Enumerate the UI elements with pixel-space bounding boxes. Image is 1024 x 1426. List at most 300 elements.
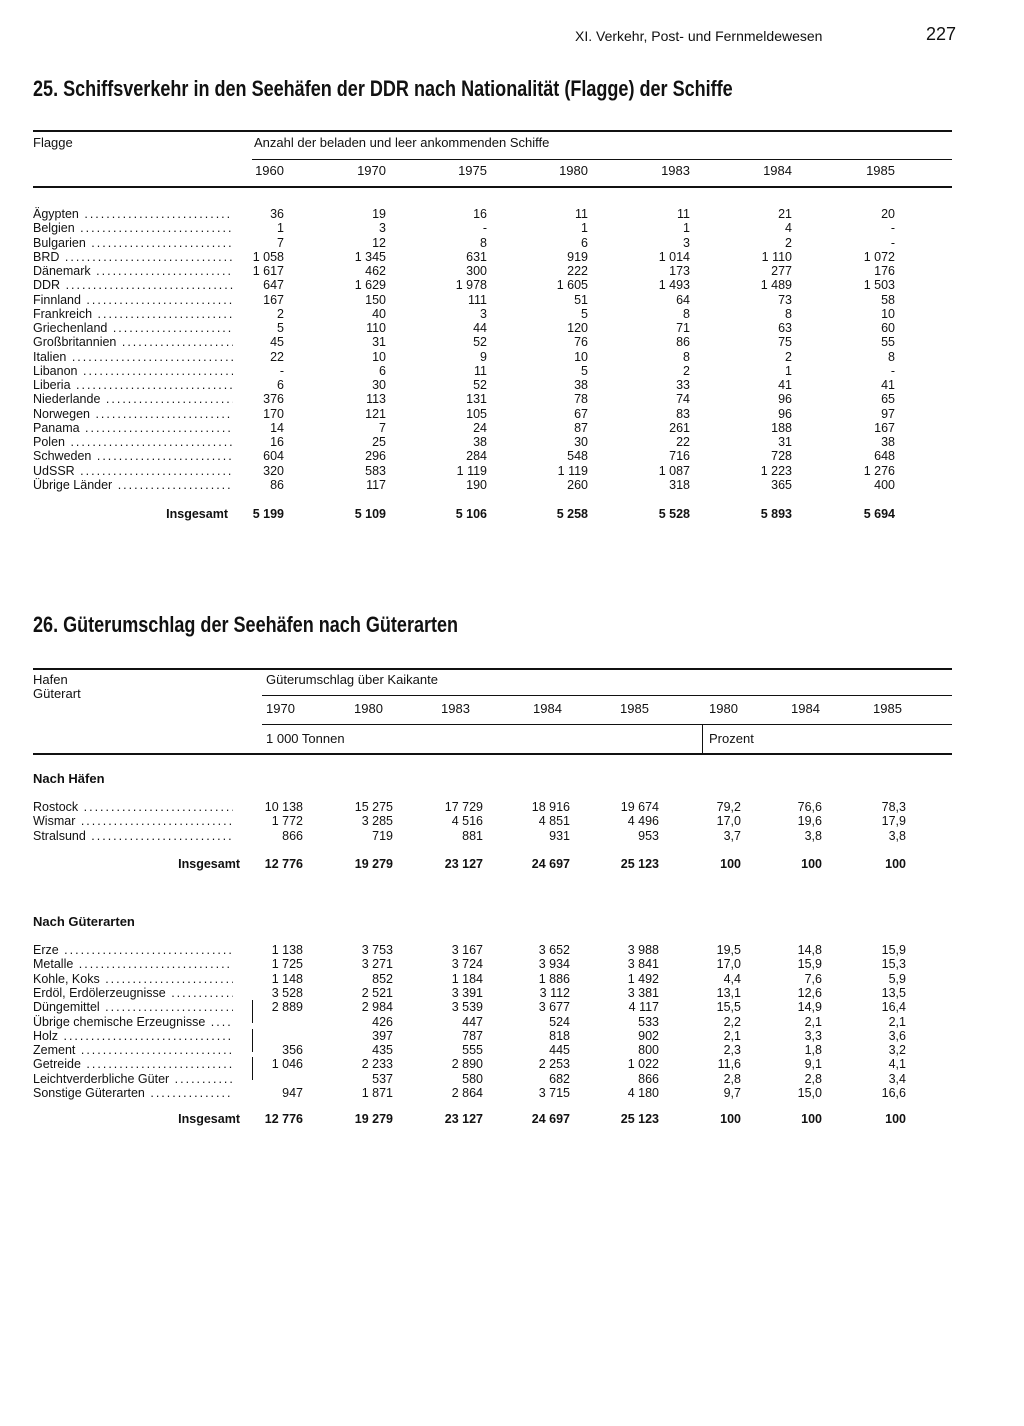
row-label: Übrige Länder ..... (33, 478, 233, 492)
cell-value: 21 (778, 207, 792, 221)
cell-value: 537 (372, 1071, 393, 1086)
total-value: 19 279 (354, 1112, 393, 1126)
cell-value: 682 (549, 1071, 570, 1086)
total-value: 5 199 (252, 507, 284, 521)
cell-value: 16,4 (881, 1000, 906, 1015)
cell-value: 787 (462, 1028, 483, 1043)
cell-value: 44 (473, 321, 487, 335)
total-value: 5 109 (354, 507, 386, 521)
row-label: Erdöl, Erdölerzeugnisse ..... (33, 986, 233, 1000)
table-row (0, 307, 1024, 321)
cell-value: 120 (567, 321, 588, 335)
cell-value: 1 138 (271, 943, 303, 957)
cell-value: 818 (549, 1028, 570, 1043)
total-value: 100 (720, 857, 741, 871)
cell-value: 852 (372, 971, 393, 986)
section-label-ports: Nach Häfen (33, 771, 105, 786)
cell-value: - (890, 221, 895, 236)
cell-value: 376 (263, 392, 284, 407)
cell-value: 20 (881, 207, 895, 221)
cell-value: 111 (467, 292, 487, 307)
cell-value: 167 (874, 420, 895, 435)
cell-value: 2 (785, 349, 792, 364)
cell-value: 38 (473, 435, 487, 449)
cell-value: 1 072 (863, 249, 895, 264)
cell-value: 426 (372, 1014, 393, 1029)
cell-value: 881 (462, 828, 483, 843)
cell-value: 3,6 (888, 1028, 906, 1043)
cell-value: 167 (263, 292, 284, 307)
cell-value: 86 (270, 477, 284, 492)
table-row (0, 1043, 1024, 1057)
cell-value: 3,2 (888, 1043, 906, 1058)
group-brace (252, 1029, 256, 1052)
cell-value: 1 087 (658, 463, 690, 478)
cell-value: 9,7 (723, 1086, 741, 1100)
cell-value: 83 (676, 406, 690, 421)
cell-value: 4 496 (627, 814, 659, 829)
table-row (0, 1086, 1024, 1100)
cell-value: 2,8 (804, 1071, 822, 1086)
total-value: 24 697 (531, 857, 570, 871)
cell-value: 3 539 (451, 1000, 483, 1015)
cell-value: 15,0 (797, 1086, 822, 1100)
table-26-year-header: 1980 (354, 701, 383, 716)
cell-value: 17,0 (716, 814, 741, 829)
row-label: Erze ..... (33, 943, 233, 957)
table-row (0, 1000, 1024, 1014)
cell-value: 14 (270, 420, 284, 435)
cell-value: 24 (473, 420, 487, 435)
cell-value: 9,1 (804, 1057, 822, 1072)
cell-value: 58 (881, 292, 895, 307)
total-value: 25 123 (620, 857, 659, 871)
table-25-year-header: 1960 (255, 163, 284, 178)
cell-value: 65 (881, 392, 895, 407)
table-25-year-header: 1985 (866, 163, 895, 178)
table-row (0, 364, 1024, 378)
cell-value: 716 (669, 449, 690, 464)
table-row (0, 1015, 1024, 1029)
row-label: Niederlande ..... (33, 392, 233, 406)
row-label: Leichtverderbliche Güter ..... (33, 1072, 233, 1086)
cell-value: 75 (778, 335, 792, 350)
cell-value: 18 916 (531, 800, 570, 814)
cell-value: 1 (581, 221, 588, 236)
table-26-year-header: 1985 (873, 701, 902, 716)
cell-value: 320 (263, 463, 284, 478)
cell-value: 548 (567, 449, 588, 464)
row-label: Kohle, Koks ..... (33, 972, 233, 986)
cell-value: 78 (574, 392, 588, 407)
cell-value: 55 (881, 335, 895, 350)
table-row (0, 236, 1024, 250)
cell-value: 1,8 (804, 1043, 822, 1058)
cell-value: 1 119 (557, 463, 588, 478)
cell-value: 97 (881, 406, 895, 421)
cell-value: 17 729 (444, 800, 483, 814)
cell-value: 4 117 (628, 1000, 659, 1015)
cell-value: 1 489 (760, 278, 792, 293)
table-25-header-bottom-rule (33, 186, 952, 188)
cell-value: 1 492 (627, 971, 659, 986)
row-label: Großbritannien ..... (33, 335, 233, 349)
cell-value: 25 (372, 435, 386, 449)
cell-value: 170 (263, 406, 284, 421)
table-25-span-header: Anzahl der beladen und leer ankommenden Schiffe (254, 135, 550, 150)
cell-value: 8 (683, 349, 690, 364)
table-26-unit-divider (702, 724, 703, 754)
cell-value: 719 (372, 828, 393, 843)
cell-value: 52 (473, 335, 487, 350)
cell-value: 11 (474, 363, 487, 378)
cell-value: 1 110 (761, 249, 792, 264)
cell-value: 3,4 (888, 1071, 906, 1086)
cell-value: 1 148 (271, 971, 303, 986)
cell-value: 3 167 (451, 943, 483, 957)
total-label: Insgesamt (166, 507, 228, 521)
cell-value: 3 677 (538, 1000, 570, 1015)
cell-value: 277 (771, 264, 792, 278)
cell-value: 3 724 (451, 957, 483, 972)
cell-value: 648 (874, 449, 895, 464)
row-label: Metalle ..... (33, 957, 233, 971)
section-label-goods: Nach Güterarten (33, 914, 135, 929)
cell-value: 261 (669, 420, 690, 435)
cell-value: 113 (366, 392, 386, 407)
total-value: 19 279 (354, 857, 393, 871)
row-label: Zement ..... (33, 1043, 233, 1057)
table-total-row (0, 1112, 1024, 1126)
cell-value: 12 (372, 235, 386, 250)
cell-value: 10 138 (264, 800, 303, 814)
cell-value: 2 (277, 306, 284, 321)
table-row (0, 250, 1024, 264)
cell-value: 176 (874, 264, 895, 278)
cell-value: 3,3 (804, 1028, 822, 1043)
cell-value: 919 (567, 249, 588, 264)
table-26-stub-header-hafen: Hafen (33, 672, 68, 687)
cell-value: 150 (365, 292, 386, 307)
row-label: Stralsund ..... (33, 829, 233, 843)
table-26-unit-percent: Prozent (709, 731, 754, 746)
table-26-year-header: 1983 (441, 701, 470, 716)
cell-value: 19,5 (716, 943, 741, 957)
table-row (0, 264, 1024, 278)
cell-value: 15,9 (881, 943, 906, 957)
cell-value: 260 (567, 477, 588, 492)
table-26-year-header: 1984 (533, 701, 562, 716)
cell-value: 3,7 (723, 828, 741, 843)
total-value: 5 528 (658, 507, 690, 521)
cell-value: 4 180 (627, 1086, 659, 1100)
cell-value: 41 (778, 378, 792, 392)
table-26-year-header: 1970 (266, 701, 295, 716)
cell-value: 1 184 (451, 971, 483, 986)
cell-value: 110 (366, 321, 386, 335)
group-brace (252, 1000, 256, 1023)
cell-value: 30 (574, 435, 588, 449)
table-25-year-header: 1984 (763, 163, 792, 178)
table-25-year-header: 1975 (458, 163, 487, 178)
total-value: 12 776 (264, 857, 303, 871)
cell-value: 1 772 (271, 814, 303, 829)
table-row (0, 435, 1024, 449)
table-row (0, 829, 1024, 843)
cell-value: 6 (277, 378, 284, 392)
cell-value: 3 391 (451, 985, 483, 1000)
row-label: Holz ..... (33, 1029, 233, 1043)
page-number: 227 (926, 24, 957, 44)
cell-value: 400 (874, 477, 895, 492)
table-row (0, 972, 1024, 986)
cell-value: 3 (683, 235, 690, 250)
cell-value: 5 (581, 306, 588, 321)
cell-value: 296 (365, 449, 386, 464)
row-label: Bulgarien ..... (33, 236, 233, 250)
cell-value: 52 (473, 378, 487, 392)
cell-value: 15,3 (881, 957, 906, 972)
cell-value: 19 674 (620, 800, 659, 814)
cell-value: 2 890 (451, 1057, 483, 1072)
cell-value: 2,1 (888, 1014, 906, 1029)
cell-value: 1 223 (760, 463, 792, 478)
row-label: Dänemark ..... (33, 264, 233, 278)
cell-value: 435 (372, 1043, 393, 1058)
cell-value: 3 (379, 221, 386, 236)
table-row (0, 278, 1024, 292)
table-total-row (0, 857, 1024, 871)
cell-value: 131 (466, 392, 487, 407)
cell-value: 6 (581, 235, 588, 250)
table-25-year-header: 1970 (357, 163, 386, 178)
row-label: DDR ..... (33, 278, 233, 292)
cell-value: 1 871 (361, 1086, 393, 1100)
cell-value: 76 (574, 335, 588, 350)
cell-value: 555 (462, 1043, 483, 1058)
cell-value: 38 (574, 378, 588, 392)
cell-value: 3 652 (538, 943, 570, 957)
cell-value: 4,1 (888, 1057, 906, 1072)
cell-value: 1 046 (271, 1057, 303, 1072)
cell-value: 1 886 (538, 971, 570, 986)
cell-value: 31 (778, 435, 792, 449)
cell-value: 3 285 (361, 814, 393, 829)
cell-value: 2 253 (538, 1057, 570, 1072)
row-label: Düngemittel ..... (33, 1000, 233, 1014)
cell-value: 1 014 (658, 249, 690, 264)
cell-value: 22 (676, 435, 690, 449)
total-value: 5 694 (863, 507, 895, 521)
cell-value: 16,6 (881, 1086, 906, 1100)
row-label: Griechenland ..... (33, 321, 233, 335)
row-label: Libanon ..... (33, 364, 233, 378)
cell-value: 1 503 (863, 278, 895, 293)
cell-value: 8 (888, 349, 895, 364)
cell-value: 2,1 (723, 1028, 741, 1043)
cell-value: 356 (282, 1043, 303, 1058)
cell-value: 67 (574, 406, 588, 421)
table-26-span-header: Güterumschlag über Kaikante (266, 672, 438, 687)
cell-value: 19,6 (797, 814, 822, 829)
table-row (0, 378, 1024, 392)
table-26-year-header: 1980 (709, 701, 738, 716)
cell-value: 31 (372, 335, 386, 350)
cell-value: 1 629 (354, 278, 386, 293)
cell-value: 2,1 (804, 1014, 822, 1029)
cell-value: 87 (574, 420, 588, 435)
cell-value: 728 (771, 449, 792, 464)
cell-value: 222 (567, 264, 588, 278)
table-row (0, 464, 1024, 478)
row-label: Panama ..... (33, 421, 233, 435)
cell-value: 2 889 (271, 1000, 303, 1015)
cell-value: 1 022 (627, 1057, 659, 1072)
cell-value: 3 988 (627, 943, 659, 957)
row-label: Belgien ..... (33, 221, 233, 235)
cell-value: 16 (270, 435, 284, 449)
cell-value: 1 617 (252, 264, 284, 278)
row-label: Italien ..... (33, 350, 233, 364)
cell-value: 4 851 (538, 814, 570, 829)
cell-value: 16 (473, 207, 487, 221)
row-label: Rostock ..... (33, 800, 233, 814)
cell-value: 11 (575, 207, 588, 221)
table-26-year-header: 1984 (791, 701, 820, 716)
table-25-year-header: 1983 (661, 163, 690, 178)
table-row (0, 207, 1024, 221)
cell-value: 17,0 (716, 957, 741, 972)
cell-value: 2 (785, 235, 792, 250)
cell-value: 73 (778, 292, 792, 307)
cell-value: 6 (379, 363, 386, 378)
cell-value: 631 (466, 249, 487, 264)
row-label: UdSSR ..... (33, 464, 233, 478)
cell-value: 953 (638, 828, 659, 843)
cell-value: 3 753 (361, 943, 393, 957)
table-row (0, 449, 1024, 463)
cell-value: 74 (676, 392, 690, 407)
cell-value: 2 864 (451, 1086, 483, 1100)
table-25-year-header: 1980 (559, 163, 588, 178)
cell-value: 2,2 (723, 1014, 741, 1029)
cell-value: 10 (372, 349, 386, 364)
cell-value: - (482, 221, 487, 236)
cell-value: 117 (366, 477, 386, 492)
cell-value: 2,8 (723, 1071, 741, 1086)
cell-value: 7 (379, 420, 386, 435)
table-26-header-bottom-rule (33, 753, 952, 755)
cell-value: 15,5 (716, 1000, 741, 1015)
cell-value: 41 (881, 378, 895, 392)
table-25-top-rule (33, 130, 952, 132)
table-25-stub-header: Flagge (33, 135, 73, 150)
cell-value: 33 (676, 378, 690, 392)
table-26-mid-rule-2 (262, 724, 952, 725)
row-label: Wismar ..... (33, 814, 233, 828)
cell-value: 5 (277, 321, 284, 335)
cell-value: 173 (669, 264, 690, 278)
total-value: 100 (801, 857, 822, 871)
table-25-title: 25. Schiffsverkehr in den Seehäfen der DDR nach Nationalität (Flagge) der Schiffe (33, 76, 733, 101)
table-26-stub-header-gueterart: Güterart (33, 686, 81, 701)
cell-value: 1 605 (556, 278, 588, 293)
cell-value: 3 841 (627, 957, 659, 972)
table-row (0, 986, 1024, 1000)
table-row (0, 321, 1024, 335)
table-26-top-rule (33, 668, 952, 670)
table-row (0, 335, 1024, 349)
cell-value: - (279, 363, 284, 378)
cell-value: 3 715 (538, 1086, 570, 1100)
cell-value: 40 (372, 306, 386, 321)
cell-value: 51 (574, 292, 588, 307)
row-label: Übrige chemische Erzeugnisse ..... (33, 1015, 233, 1029)
table-26-year-header: 1985 (620, 701, 649, 716)
total-value: 100 (885, 1112, 906, 1126)
cell-value: 36 (270, 207, 284, 221)
cell-value: 78,3 (881, 800, 906, 814)
cell-value: 15 275 (354, 800, 393, 814)
cell-value: 96 (778, 406, 792, 421)
cell-value: 866 (638, 1071, 659, 1086)
table-row (0, 1072, 1024, 1086)
cell-value: 15,9 (797, 957, 822, 972)
cell-value: 902 (638, 1028, 659, 1043)
cell-value: 318 (669, 477, 690, 492)
running-head: XI. Verkehr, Post- und Fernmeldewesen (575, 28, 823, 44)
cell-value: 188 (771, 420, 792, 435)
table-row (0, 1029, 1024, 1043)
cell-value: - (890, 235, 895, 250)
row-label: Schweden ..... (33, 449, 233, 463)
cell-value: 10 (881, 306, 895, 321)
cell-value: 447 (462, 1014, 483, 1029)
cell-value: 2 (683, 363, 690, 378)
cell-value: 524 (549, 1014, 570, 1029)
cell-value: 8 (480, 235, 487, 250)
total-value: 5 893 (760, 507, 792, 521)
total-value: 5 106 (455, 507, 487, 521)
cell-value: - (890, 363, 895, 378)
cell-value: 445 (549, 1043, 570, 1058)
cell-value: 8 (785, 306, 792, 321)
total-value: 23 127 (444, 1112, 483, 1126)
group-brace (252, 1057, 256, 1080)
table-26-title: 26. Güterumschlag der Seehäfen nach Güterarten (33, 612, 459, 637)
table-row (0, 957, 1024, 971)
table-row (0, 350, 1024, 364)
cell-value: 12,6 (797, 985, 822, 1000)
table-row (0, 221, 1024, 235)
cell-value: 9 (480, 349, 487, 364)
cell-value: 17,9 (881, 814, 906, 829)
cell-value: 365 (771, 477, 792, 492)
row-label: Sonstige Güterarten ..... (33, 1086, 233, 1100)
table-row (0, 478, 1024, 492)
cell-value: 1 345 (354, 249, 386, 264)
cell-value: 96 (778, 392, 792, 407)
table-row (0, 407, 1024, 421)
cell-value: 647 (263, 278, 284, 293)
cell-value: 583 (365, 463, 386, 478)
cell-value: 121 (365, 406, 386, 421)
cell-value: 22 (270, 349, 284, 364)
table-row (0, 800, 1024, 814)
cell-value: 1 978 (455, 278, 487, 293)
total-value: 25 123 (620, 1112, 659, 1126)
total-label: Insgesamt (178, 1112, 240, 1126)
